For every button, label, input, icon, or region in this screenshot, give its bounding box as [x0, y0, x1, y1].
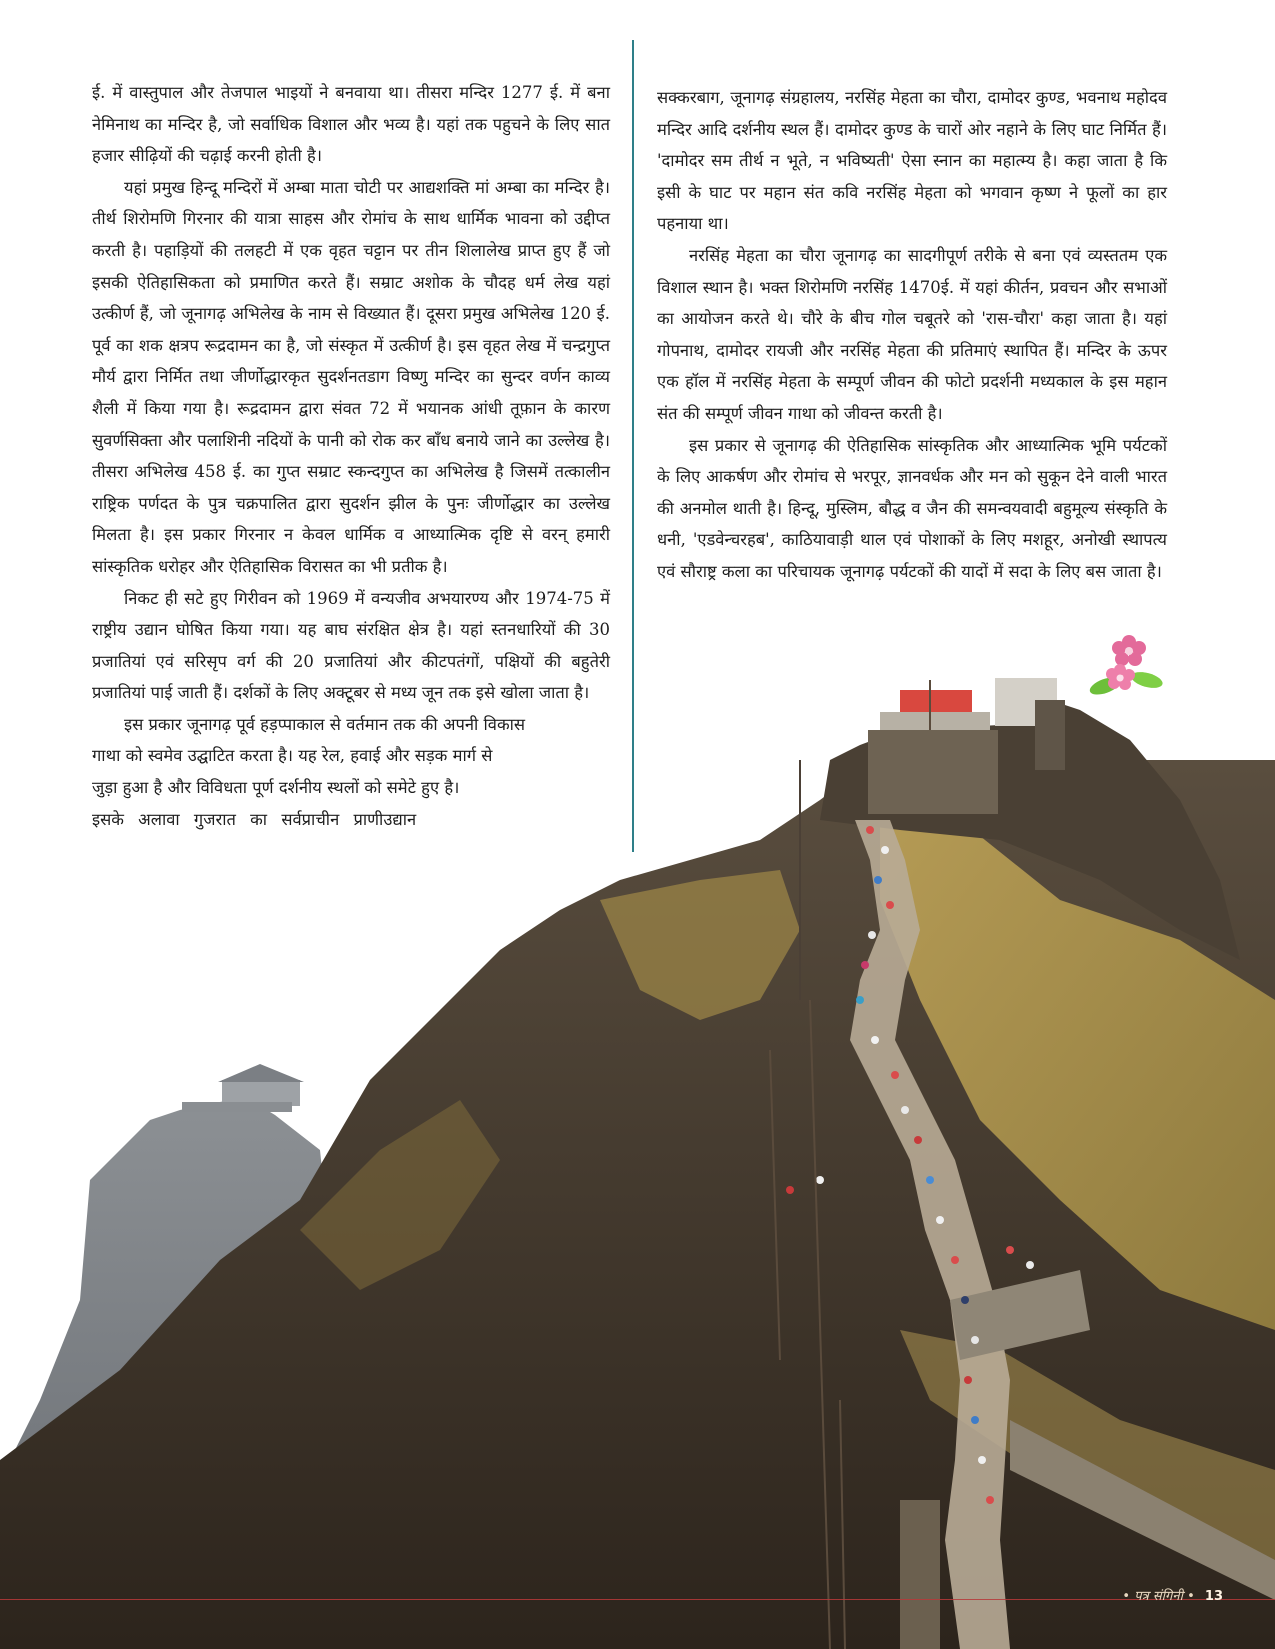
paragraph: निकट ही सटे हुए गिरीवन को 1969 में वन्यजीव अभयारण्य और 1974-75 में राष्ट्रीय उद्यान घोषित किया गया। यह बाघ संरक्षित क्षेत्र है। यहां स्तनधारियों की 30 प्रजातियां एवं सरिसृप वर्ग की 20 प्रजातियां और कीटपतंगों, पक्षियों की बहुतेरी प्रजातियां पाई जाती हैं। दर्शकों के लिए अक्टूबर से मध्य जून तक इसे खोला जाता है। — [92, 588, 610, 703]
column-divider — [632, 40, 634, 852]
magazine-name: • पत्र संगिनी • — [1122, 1589, 1195, 1604]
page-footer — [1122, 1586, 1223, 1604]
paragraph-line: इस प्रकार जूनागढ़ पूर्व हड़प्पाकाल से वर्तमान तक की अपनी विकास — [124, 714, 526, 734]
paragraph: यहां प्रमुख हिन्दू मन्दिरों में अम्बा माता चोटी पर आद्यशक्ति मां अम्बा का मन्दिर है। तीर्थ शिरोमणि गिरनार की यात्रा साहस और रोमांच के साथ धार्मिक भावना को उद्दीप्त करती है। पहाड़ियों की तलहटी में एक वृहत चट्टान पर तीन शिलालेख प्राप्त हुए हैं जो इसकी ऐतिहासिकता को प्रमाणित करते हैं। सम्राट अशोक के चौदह धर्म लेख यहां उत्कीर्ण हैं, जो जूनागढ़ अभिलेख के नाम से विख्यात हैं। दूसरा प्रमुख अभिलेख 120 ई. पूर्व का शक क्षत्रप रूद्रदामन का है, जो संस्कृत में उत्कीर्ण है। इस वृहत लेख में चन्द्रगुप्त मौर्य द्वारा निर्मित तथा जीर्णोद्धारकृत सुदर्शनतडाग विष्णु मन्दिर का सुन्दर वर्णन काव्य शैली में किया गया है। रूद्रदामन द्वारा संवत 72 में भयानक आंधी तूफ़ान के कारण सुवर्णसिक्ता और पलाशिनी नदियों के पानी को रोक कर बाँध बनाये जाने का उल्लेख है। तीसरा अभिलेख 458 ई. का गुप्त सम्राट स्कन्दगुप्त का अभिलेख है जिसमें तत्कालीन राष्ट्रिक पर्णदत के पुत्र चक्रपालित द्वारा सुदर्शन झील के पुनः जीर्णोद्धार का उल्लेख मिलता है। इस प्रकार गिरनार न केवल धार्मिक व आध्यात्मिक दृष्टि से वरन् हमारी सांस्कृतिक धरोहर और ऐतिहासिक विरासत का भी प्रतीक है। — [92, 177, 610, 576]
paragraph-line: इसके अलावा गुजरात का सर्वप्राचीन प्राणीउद्यान — [92, 809, 417, 829]
paragraph: ई. में वास्तुपाल और तेजपाल भाइयों ने बनवाया था। तीसरा मन्दिर 1277 ई. में बना नेमिनाथ का मन्दिर है, जो सर्वाधिक विशाल और भव्य है। यहां तक पहुचने के लिए सात हजार सीढ़ियों की चढ़ाई करनी होती है। — [92, 83, 610, 166]
paragraph: सक्करबाग, जूनागढ़ संग्रहालय, नरसिंह मेहता का चौरा, दामोदर कुण्ड, भवनाथ महोदव मन्दिर आदि दर्शनीय स्थल हैं। दामोदर कुण्ड के चारों ओर नहाने के लिए घाट निर्मित हैं। 'दामोदर सम तीर्थ न भूते, न भविष्यती' ऐसा स्नान का महात्म्य है। कहा जाता है कि इसी के घाट पर महान संत कवि नरसिंह मेहता को भगवान कृष्ण ने फूलों का हार पहनाया था। — [657, 88, 1167, 234]
paragraph: इस प्रकार से जूनागढ़ की ऐतिहासिक सांस्कृतिक और आध्यात्मिक भूमि पर्यटकों के लिए आकर्षण और रोमांच से भरपूर, ज्ञानवर्धक और मन को सुकून देने वाली भारत की अनमोल थाती है। हिन्दू, मुस्लिम, बौद्ध व जैन की समन्वयवादी बहुमूल्य संस्कृति के धनी, 'एडवेन्चरहब', काठियावाड़ी थाल एवं पोशाकों के लिए मशहूर, अनोखी स्थापत्य एवं सौराष्ट्र कला का परिचायक जूनागढ़ पर्यटकों की यादों में सदा के लिए बस जाता है। — [657, 435, 1167, 581]
right-column — [657, 82, 1167, 588]
page-number: 13 — [1204, 1589, 1223, 1604]
footer-rule — [0, 1599, 1275, 1600]
flower-icon — [1085, 628, 1167, 704]
left-column — [92, 77, 610, 835]
paragraph-line: जुड़ा हुआ है और विविधता पूर्ण दर्शनीय स्थलों को समेटे हुए है। — [92, 778, 460, 798]
paragraph-line: गाथा को स्वमेव उद्घाटित करता है। यह रेल, हवाई और सड़क मार्ग से — [92, 746, 493, 766]
paragraph: नरसिंह मेहता का चौरा जूनागढ़ का सादगीपूर्ण तरीके से बना एवं व्यस्ततम एक विशाल स्थान है। भक्त शिरोमणि नरसिंह 1470ई. में यहां कीर्तन, प्रवचन और सभाओं का आयोजन करते थे। चौरे के बीच गोल चबूतरे को 'रास-चौरा' कहा जाता है। यहां गोपनाथ, दामोदर रायजी और नरसिंह मेहता की प्रतिमाएं स्थापित हैं। मन्दिर के ऊपर एक हॉल में नरसिंह मेहता के सम्पूर्ण जीवन की फोटो प्रदर्शनी मध्यकाल के इस महान संत की सम्पूर्ण जीवन गाथा को जीवन्त करती है। — [657, 245, 1167, 423]
